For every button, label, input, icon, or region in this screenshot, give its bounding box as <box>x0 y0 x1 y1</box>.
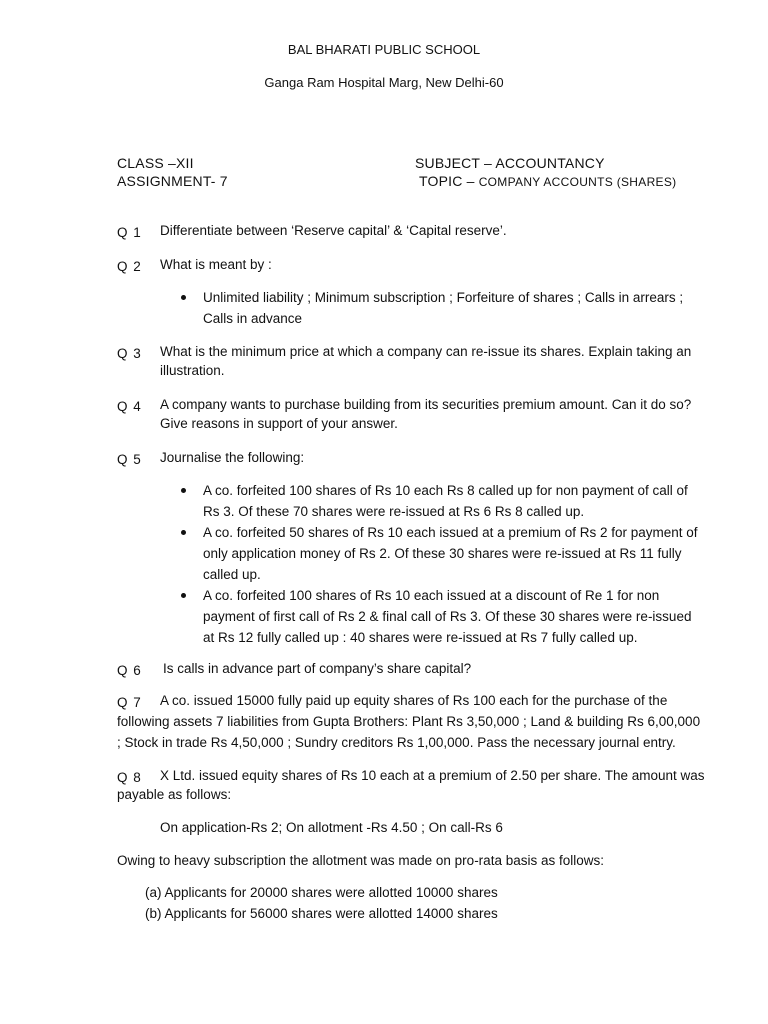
question-number: Q 3 <box>117 346 142 361</box>
question-text: Journalise the following: <box>160 450 305 465</box>
question-text-line-2: illustration. <box>160 363 225 378</box>
school-address: Ganga Ram Hospital Marg, New Delhi-60 <box>264 75 504 90</box>
topic-label <box>419 173 676 189</box>
question-text-line-1: What is the minimum price at which a company can re-issue its shares. Explain taking an <box>160 344 692 359</box>
subject-label: SUBJECT – ACCOUNTANCY <box>415 155 605 171</box>
question-text-line-2: Give reasons in support of your answer. <box>160 416 398 431</box>
question-number: Q 8 <box>117 770 142 785</box>
list-item: Unlimited liability ; Minimum subscription ; Forfeiture of shares ; Calls in arrears ; Calls in advance <box>181 287 683 329</box>
allotment-note: Owing to heavy subscription the allotment was made on pro-rata basis as follows: <box>117 853 604 868</box>
question-text: Is calls in advance part of company’s share capital? <box>163 661 472 676</box>
list-item: A co. forfeited 50 shares of Rs 10 each issued at a premium of Rs 2 for payment of only application money of Rs 2. Of these 30 shares were re-issued at Rs 11 fully called up. <box>181 522 698 585</box>
question-text-line-1: X Ltd. issued equity shares of Rs 10 each at a premium of 2.50 per share. The amount was <box>160 768 705 783</box>
question-text-line-1: A company wants to purchase building from its securities premium amount. Can it do so? <box>160 397 692 412</box>
question-text-line-3: ; Stock in trade Rs 4,50,000 ; Sundry creditors Rs 1,00,000. Pass the necessary journal entry. <box>117 735 676 750</box>
list-item: A co. forfeited 100 shares of Rs 10 each Rs 8 called up for non payment of call of Rs 3. Of these 70 shares were re-issued at Rs 6 Rs 8 called up. <box>181 480 698 522</box>
question-text: What is meant by : <box>160 257 272 272</box>
school-name: BAL BHARATI PUBLIC SCHOOL <box>287 42 481 57</box>
question-number: Q 4 <box>117 399 142 414</box>
payment-schedule: On application-Rs 2; On allotment -Rs 4.50 ; On call-Rs 6 <box>160 820 503 835</box>
question-text: Differentiate between ‘Reserve capital’ & ‘Capital reserve’. <box>160 223 507 238</box>
question-text-line-2: following assets 7 liabilities from Gupta Brothers: Plant Rs 3,50,000 ; Land & building Rs 6,00,000 <box>117 714 701 729</box>
question-number: Q 2 <box>117 259 142 274</box>
question-text-line-1: A co. issued 15000 fully paid up equity shares of Rs 100 each for the purchase of the <box>160 693 668 708</box>
topic-prefix: TOPIC – <box>419 173 479 189</box>
list-item: A co. forfeited 100 shares of Rs 10 each issued at a discount of Re 1 for non payment of first call of Rs 2 & final call of Rs 3. Of these 30 shares were re-issued at Rs 12 fully called up : 40 shares were re-issued at Rs 7 fully called up. <box>181 585 698 648</box>
question-number: Q 1 <box>117 225 142 240</box>
assignment-label: ASSIGNMENT- 7 <box>117 173 228 189</box>
bullet-list <box>181 287 683 329</box>
list-item: (b) Applicants for 56000 shares were allotted 14000 shares <box>145 906 498 921</box>
question-number: Q 5 <box>117 452 142 467</box>
list-item: (a) Applicants for 20000 shares were allotted 10000 shares <box>145 885 498 900</box>
topic-value: COMPANY ACCOUNTS (SHARES) <box>478 175 677 189</box>
bullet-list <box>181 480 698 648</box>
question-number: Q 7 <box>117 695 142 710</box>
question-number: Q 6 <box>117 663 142 678</box>
question-text-line-2: payable as follows: <box>117 787 232 802</box>
class-label: CLASS –XII <box>117 155 194 171</box>
